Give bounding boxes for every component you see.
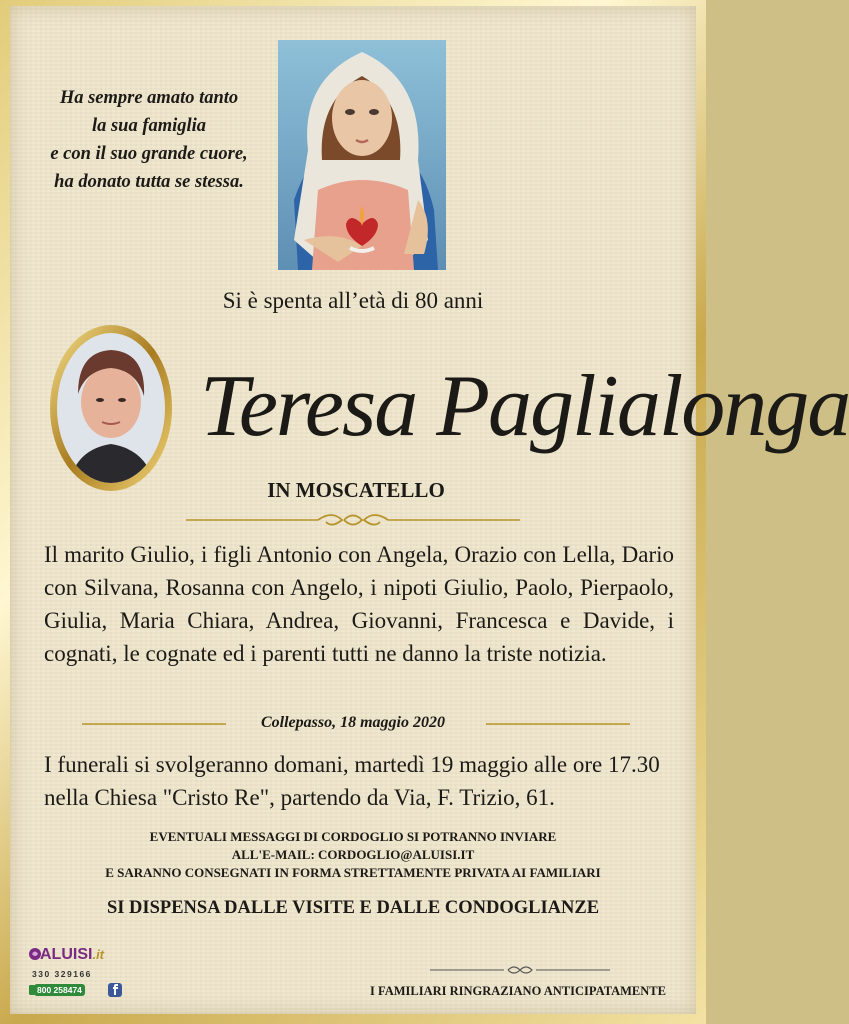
thanks-text: I FAMILIARI RINGRAZIANO ANTICIPATAMENTE [370, 984, 666, 998]
tollfree-number: 800 258474 [34, 984, 85, 996]
place-date: Collepasso, 18 maggio 2020 [260, 714, 445, 731]
quote-line: Ha sempre amato tanto [59, 88, 239, 108]
aluisi-logo [28, 946, 158, 1006]
quote-line: ha donato tutta se stessa. [54, 172, 244, 192]
quote-line: la sua famiglia [91, 116, 207, 136]
memorial-quote [18, 84, 280, 196]
married-name: IN MOSCATELLO [267, 478, 445, 502]
brand-suffix: .it [92, 947, 105, 962]
condolences-email-line: ALL'E-MAIL: CORDOGLIO@ALUISI.IT [231, 847, 475, 862]
condolences-line: E SARANNO CONSEGNATI IN FORMA STRETTAMENTE PRIVATA AI FAMILIARI [105, 865, 601, 880]
ornament-divider [186, 510, 520, 530]
brand-name [40, 946, 104, 964]
condolences-notice [0, 828, 706, 882]
funeral-text: I funerali si svolgeranno domani, martedì 19 maggio alle ore 17.30 nella Chiesa "Cristo Re", partendo da Via, F. Trizio, 61. [44, 752, 660, 810]
deceased-name: Teresa Paglialonga [200, 358, 849, 455]
facebook-icon[interactable] [108, 983, 122, 997]
thanks-divider [430, 962, 610, 978]
brand-text: ALUISI [40, 946, 93, 963]
age-line: Si è spenta all’età di 80 anni [222, 288, 484, 313]
announcement-text: Il marito Giulio, i figli Antonio con Angela, Orazio con Lella, Dario con Silvana, Rosanna con Angelo, i nipoti Giulio, Paolo, Pierpaolo, Giulia, Maria Chiara, Andrea, Giovanni, Francesca e Davide, i cognati, le cognate ed i parenti tutti ne danno la triste notizia. [44, 542, 674, 666]
deceased-portrait [48, 324, 174, 492]
condolences-line: EVENTUALI MESSAGGI DI CORDOGLIO SI POTRANNO INVIARE [149, 829, 557, 844]
quote-line: e con il suo grande cuore, [50, 144, 248, 164]
sacred-heart-madonna-image [278, 40, 446, 270]
phone-number: 330 329166 [32, 969, 92, 979]
no-visits-notice: SI DISPENSA DALLE VISITE E DALLE CONDOGLIANZE [106, 898, 600, 918]
